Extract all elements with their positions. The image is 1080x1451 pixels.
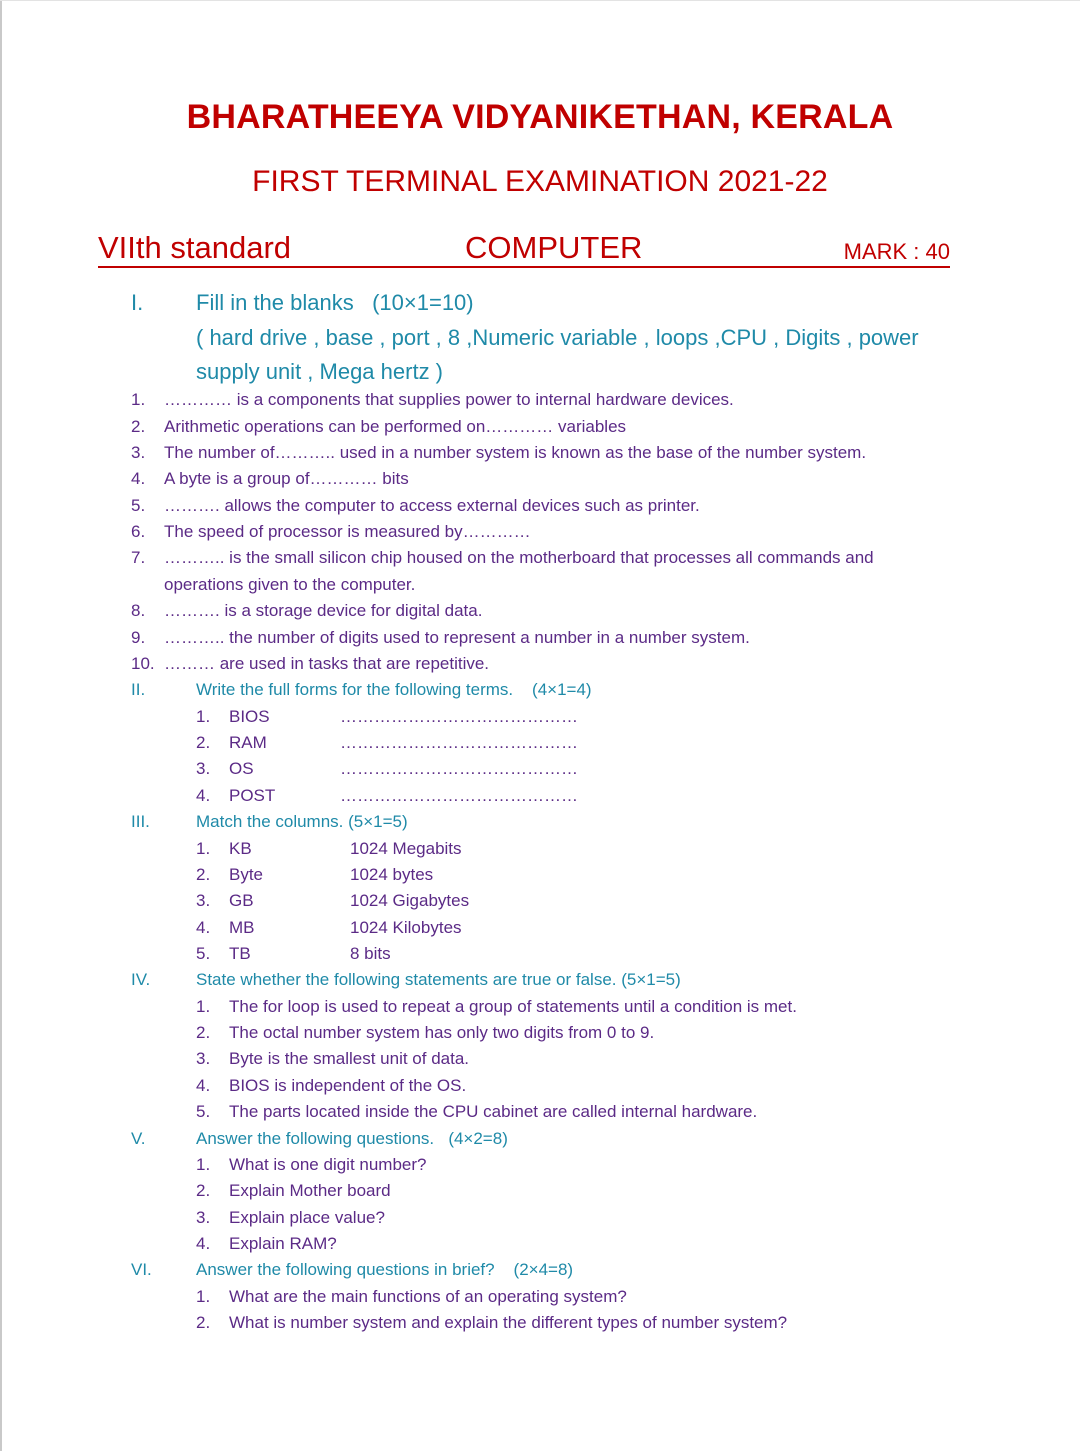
column-b-item: 8 bits bbox=[350, 944, 391, 963]
subject-row bbox=[98, 226, 950, 268]
section-1-marks: (10×1=10) bbox=[372, 290, 474, 315]
section-5-number: V. bbox=[131, 1129, 146, 1148]
question-text: Explain place value? bbox=[229, 1208, 385, 1227]
section-6-title bbox=[196, 1260, 573, 1280]
section-2-title-text: Write the full forms for the following terms. bbox=[196, 680, 514, 699]
item-number: 4. bbox=[196, 786, 211, 805]
section-4-title: State whether the following statements are true or false. (5×1=5) bbox=[196, 970, 681, 989]
column-b-item: 1024 Gigabytes bbox=[350, 891, 470, 910]
item-number: 4. bbox=[196, 1234, 211, 1253]
item-number: 3. bbox=[196, 759, 211, 778]
item-number: 2. bbox=[196, 1023, 211, 1042]
question-text: ……….. is the small silicon chip housed on the motherboard that processes all commands and bbox=[164, 548, 874, 567]
section-1-title bbox=[196, 290, 474, 316]
school-name: BHARATHEEYA VIDYANIKETHAN, KERALA bbox=[186, 98, 894, 136]
column-b-item: 1024 bytes bbox=[350, 865, 434, 884]
item-number: 2. bbox=[196, 733, 211, 752]
question-text-continued: operations given to the computer. bbox=[164, 575, 416, 594]
question-number: 4. bbox=[131, 469, 146, 488]
section-1-title-text: Fill in the blanks bbox=[196, 290, 354, 315]
question-text: ………. is a storage device for digital data. bbox=[164, 601, 483, 620]
total-mark: MARK : 40 bbox=[843, 239, 950, 264]
exam-title: FIRST TERMINAL EXAMINATION 2021-22 bbox=[252, 165, 828, 198]
item-number: 5. bbox=[196, 1102, 211, 1121]
section-6-marks: (2×4=8) bbox=[513, 1260, 574, 1279]
section-5-title bbox=[196, 1129, 508, 1149]
item-number: 2. bbox=[196, 1313, 211, 1332]
item-number: 4. bbox=[196, 918, 211, 937]
word-bank-line-1: ( hard drive , base , port , 8 ,Numeric variable , loops ,CPU , Digits , power bbox=[196, 325, 919, 350]
standard-label: VIIth standard bbox=[98, 230, 292, 265]
item-number: 3. bbox=[196, 1049, 211, 1068]
column-a-item: MB bbox=[229, 918, 255, 937]
item-number: 4. bbox=[196, 1076, 211, 1095]
question-text: What are the main functions of an operating system? bbox=[229, 1287, 627, 1306]
column-b-item: 1024 Megabits bbox=[350, 839, 462, 858]
term-text: RAM bbox=[229, 733, 267, 752]
statement-text: Byte is the smallest unit of data. bbox=[229, 1049, 470, 1068]
question-text: Explain RAM? bbox=[229, 1234, 337, 1253]
term-text: BIOS bbox=[229, 707, 270, 726]
answer-blank: …………………………………… bbox=[340, 707, 578, 726]
subject-label: COMPUTER bbox=[465, 230, 643, 265]
question-number: 2. bbox=[131, 417, 146, 436]
question-text: ………. allows the computer to access external devices such as printer. bbox=[164, 496, 700, 515]
question-text: Arithmetic operations can be performed on………… variables bbox=[164, 417, 627, 436]
item-number: 1. bbox=[196, 1155, 211, 1174]
column-b-item: 1024 Kilobytes bbox=[350, 918, 462, 937]
section-4-number: IV. bbox=[131, 970, 151, 989]
statement-text: The octal number system has only two digits from 0 to 9. bbox=[229, 1023, 655, 1042]
question-number: 5. bbox=[131, 496, 146, 515]
question-text: The speed of processor is measured by………… bbox=[164, 522, 531, 541]
section-2-marks: (4×1=4) bbox=[532, 680, 592, 699]
answer-blank: …………………………………… bbox=[340, 759, 578, 778]
question-number: 9. bbox=[131, 628, 146, 647]
item-number: 5. bbox=[196, 944, 211, 963]
section-1-number: I. bbox=[131, 290, 144, 315]
section-6-number: VI. bbox=[131, 1260, 152, 1279]
column-a-item: TB bbox=[229, 944, 251, 963]
statement-text: BIOS is independent of the OS. bbox=[229, 1076, 467, 1095]
section-5-title-text: Answer the following questions. bbox=[196, 1129, 435, 1148]
page-left-edge bbox=[0, 0, 2, 1451]
section-3-number: III. bbox=[131, 812, 150, 831]
word-bank-line-2: supply unit , Mega hertz ) bbox=[196, 359, 444, 384]
question-number: 1. bbox=[131, 390, 146, 409]
question-text: What is one digit number? bbox=[229, 1155, 427, 1174]
item-number: 1. bbox=[196, 997, 211, 1016]
section-2-number: II. bbox=[131, 680, 146, 699]
term-text: POST bbox=[229, 786, 276, 805]
item-number: 3. bbox=[196, 1208, 211, 1227]
column-a-item: GB bbox=[229, 891, 254, 910]
answer-blank: …………………………………… bbox=[340, 786, 578, 805]
question-text: ………… is a components that supplies power to internal hardware devices. bbox=[164, 390, 734, 409]
question-text: The number of……….. used in a number system is known as the base of the number system. bbox=[164, 443, 867, 462]
question-text: ……….. the number of digits used to represent a number in a number system. bbox=[164, 628, 750, 647]
statement-text: The parts located inside the CPU cabinet are called internal hardware. bbox=[229, 1102, 758, 1121]
section-3-title: Match the columns. (5×1=5) bbox=[196, 812, 408, 831]
word-bank bbox=[196, 321, 986, 389]
answer-blank: …………………………………… bbox=[340, 733, 578, 752]
question-number: 8. bbox=[131, 601, 146, 620]
section-2-title bbox=[196, 680, 592, 700]
item-number: 2. bbox=[196, 1181, 211, 1200]
section-5-marks: (4×2=8) bbox=[448, 1129, 508, 1148]
question-number: 7. bbox=[131, 548, 146, 567]
question-text: What is number system and explain the different types of number system? bbox=[229, 1313, 788, 1332]
column-a-item: Byte bbox=[229, 865, 264, 884]
page-top-edge bbox=[0, 0, 1080, 1]
item-number: 1. bbox=[196, 707, 211, 726]
item-number: 1. bbox=[196, 839, 211, 858]
item-number: 1. bbox=[196, 1287, 211, 1306]
question-text: Explain Mother board bbox=[229, 1181, 391, 1200]
item-number: 2. bbox=[196, 865, 211, 884]
item-number: 3. bbox=[196, 891, 211, 910]
question-number: 10. bbox=[131, 654, 155, 673]
statement-text: The for loop is used to repeat a group of statements until a condition is met. bbox=[229, 997, 797, 1016]
column-a-item: KB bbox=[229, 839, 252, 858]
question-number: 6. bbox=[131, 522, 146, 541]
term-text: OS bbox=[229, 759, 254, 778]
question-number: 3. bbox=[131, 443, 146, 462]
question-text: ……… are used in tasks that are repetitive. bbox=[164, 654, 490, 673]
question-text: A byte is a group of………… bits bbox=[164, 469, 409, 488]
section-6-title-text: Answer the following questions in brief? bbox=[196, 1260, 495, 1279]
